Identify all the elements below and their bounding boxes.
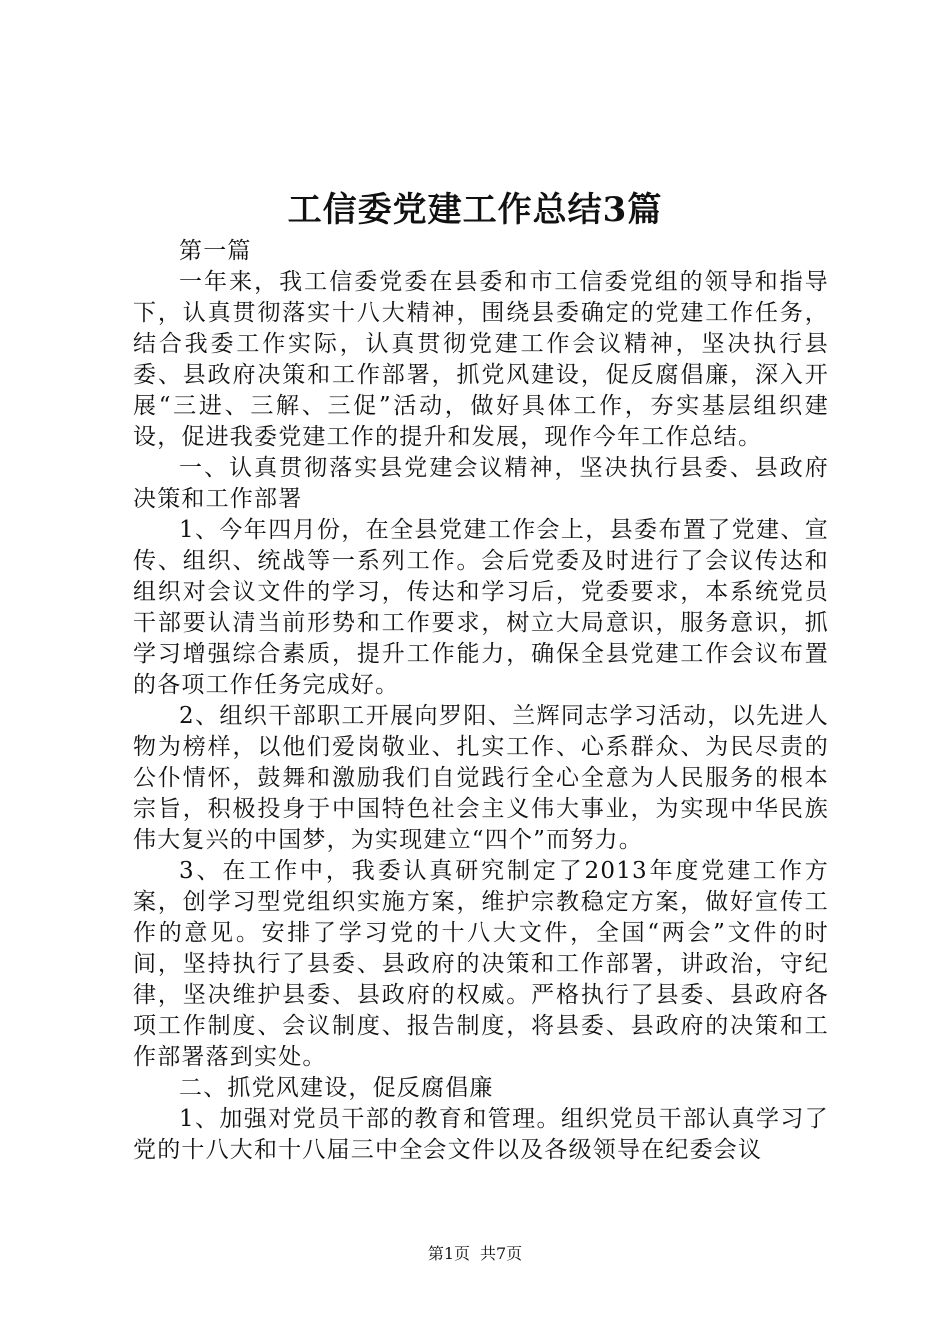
page-number-total: 共7页 bbox=[480, 1244, 523, 1263]
document-title: 工信委党建工作总结3篇 bbox=[287, 190, 663, 230]
document-body bbox=[133, 236, 829, 1166]
paragraph: 1、今年四月份，在全县党建工作会上，县委布置了党建、宣传、组织、统战等一系列工作。会后党委及时进行了会议传达和组织对会议文件的学习，传达和学习后，党委要求，本系统党员干部要认清当前形势和工作要求，树立大局意识，服务意识，抓学习增强综合素质，提升工作能力，确保全县党建工作会议布置的各项工作任务完成好。 bbox=[133, 517, 829, 698]
paragraph: 1、加强对党员干部的教育和管理。组织党员干部认真学习了党的十八大和十八届三中全会文件以及各级领导在纪委会议 bbox=[133, 1106, 829, 1163]
paragraph: 2、组织干部职工开展向罗阳、兰辉同志学习活动，以先进人物为榜样，以他们爱岗敬业、扎实工作、心系群众、为民尽责的公仆情怀，鼓舞和激励我们自觉践行全心全意为人民服务的根本宗旨，积极投身于中国特色社会主义伟大事业，为实现中华民族伟大复兴的中国梦，为实现建立“四个”而努力。 bbox=[133, 703, 829, 853]
section-heading: 第一篇 bbox=[179, 238, 252, 264]
paragraph: 一年来，我工信委党委在县委和市工信委党组的领导和指导下，认真贯彻落实十八大精神，围绕县委确定的党建工作任务，结合我委工作实际，认真贯彻党建工作会议精神，坚决执行县委、县政府决策和工作部署，抓党风建设，促反腐倡廉，深入开展“三进、三解、三促”活动，做好具体工作，夯实基层组织建设，促进我委党建工作的提升和发展，现作今年工作总结。 bbox=[133, 269, 829, 450]
section-heading: 二、抓党风建设，促反腐倡廉 bbox=[179, 1075, 494, 1101]
page-number-current: 第1页 bbox=[427, 1244, 470, 1263]
paragraph: 3、在工作中，我委认真研究制定了2013年度党建工作方案，创学习型党组织实施方案，维护宗教稳定方案，做好宣传工作的意见。安排了学习党的十八大文件，全国“两会”文件的时间，坚持执行了县委、县政府的决策和工作部署，讲政治，守纪律，坚决维护县委、县政府的权威。严格执行了县委、县政府各项工作制度、会议制度、报告制度，将县委、县政府的决策和工作部署落到实处。 bbox=[133, 858, 829, 1070]
section-heading: 一、认真贯彻落实县党建会议精神，坚决执行县委、县政府决策和工作部署 bbox=[133, 455, 829, 512]
page-footer bbox=[0, 1242, 950, 1266]
